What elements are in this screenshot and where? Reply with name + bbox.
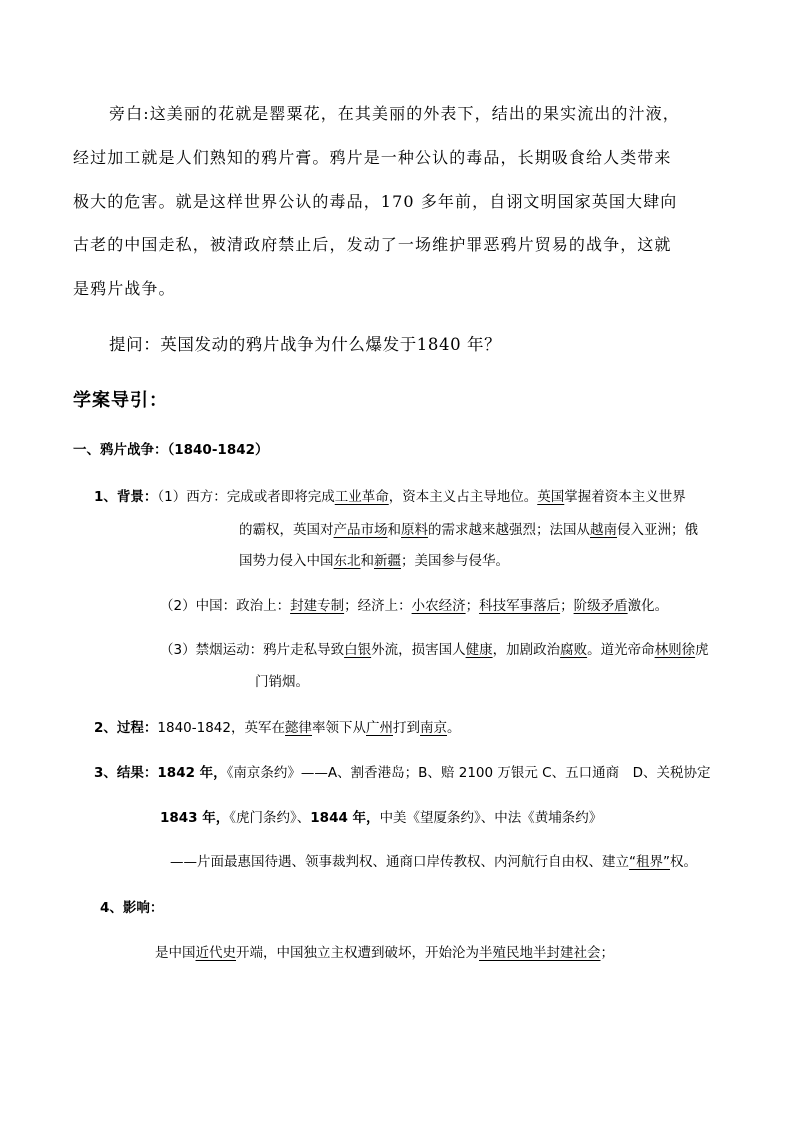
result-year: 1842 年，: [157, 765, 227, 781]
underlined-term: 懿律: [285, 720, 312, 736]
background-text: ，资本主义占主导地位。: [388, 489, 538, 505]
background-line-1: [94, 485, 686, 505]
impact-label-text: 4、影响：: [100, 900, 164, 916]
background-text: （1）西方：完成或者即将完成: [157, 489, 335, 505]
underlined-term: 南京: [420, 720, 447, 736]
china-text: 激化。: [627, 598, 669, 614]
china-text: ；: [465, 598, 480, 614]
background-line-3: [239, 549, 509, 569]
background-text: 国势力侵入中国: [239, 553, 334, 569]
intro-line-2: 经过加工就是人们熟知的鸦片膏。鸦片是一种公认的毒品，长期吸食给人类带来: [73, 148, 672, 167]
result-line-3: [170, 850, 697, 870]
opium-ban-line-2: 门销烟。: [255, 674, 309, 690]
background-text: 和: [360, 553, 374, 569]
impact-text: 开端，中国独立主权遭到破坏，开始沦为: [236, 945, 479, 961]
underlined-term: 原料: [401, 522, 428, 538]
background-line-2: [239, 518, 698, 538]
process-text: 打到: [393, 720, 420, 736]
underlined-term: 产品市场: [333, 522, 388, 538]
intro-line-5: 是鸦片战争。: [73, 279, 176, 298]
china-text: ；经济上：: [344, 598, 412, 614]
result-year: 1843 年，: [160, 810, 230, 826]
section-title: 一、鸦片战争：（1840-1842）: [73, 442, 269, 458]
underlined-term: 半殖民地半封建社会: [479, 945, 601, 961]
underlined-term: 阶级矛盾: [573, 598, 628, 614]
underlined-term: 越南: [590, 522, 617, 538]
underlined-term: 科技军事落后: [479, 598, 561, 614]
question-line: 提问：英国发动的鸦片战争为什么爆发于1840 年？: [109, 335, 502, 354]
underlined-term: 白银: [344, 642, 372, 658]
result-text: ——片面最惠国待遇、领事裁判权、通商口岸传教权、内河航行自由权、建立: [170, 854, 629, 870]
underlined-term: 小农经济: [411, 598, 466, 614]
background-text: 侵入亚洲；俄: [617, 522, 698, 538]
impact-label: [100, 896, 163, 916]
result-label: 3、结果：: [94, 765, 158, 781]
underlined-term: 新疆: [374, 553, 401, 569]
background-text: 的需求越来越强烈；法国从: [428, 522, 590, 538]
impact-text: 是中国: [155, 945, 196, 961]
underlined-term: 英国: [537, 489, 565, 505]
intro-line-3: 极大的危害。就是这样世界公认的毒品，170 多年前，自诩文明国家英国大肆向: [73, 192, 678, 211]
result-text: 中美《望厦条约》、中法《黄埔条约》: [379, 810, 603, 826]
process-text: 。: [447, 720, 461, 736]
process-label: 2、过程：: [94, 720, 158, 736]
opium-ban-text: （3）禁烟运动：鸦片走私导致: [160, 642, 345, 658]
china-text: （2）中国：政治上：: [160, 598, 291, 614]
china-text: ；: [560, 598, 574, 614]
background-text: 和: [387, 522, 401, 538]
opium-ban-line-1: [160, 638, 709, 658]
intro-line-4: 古老的中国走私，被清政府禁止后，发动了一场维护罪恶鸦片贸易的战争，这就: [73, 235, 672, 254]
background-text: ；美国参与侵华。: [401, 553, 509, 569]
process-line: [94, 716, 461, 736]
underlined-term: 健康: [465, 642, 493, 658]
background-label: 1、背景：: [94, 489, 158, 505]
underlined-term: 腐败: [560, 642, 588, 658]
opium-ban-text: 。道光帝命: [587, 642, 655, 658]
china-line: [160, 594, 668, 614]
underlined-term: 广州: [366, 720, 393, 736]
result-year: 1844 年，: [310, 810, 380, 826]
underlined-term: 林则徐: [654, 642, 696, 658]
impact-line: [155, 941, 614, 961]
result-line-1: [94, 761, 711, 781]
result-text: 《虎门条约》、: [229, 810, 311, 826]
process-text: 1840-1842，英军在: [157, 720, 285, 736]
opium-ban-text: ，加剧政治: [492, 642, 561, 658]
underlined-term: “租界”: [629, 854, 670, 870]
result-text: 权。: [670, 854, 697, 870]
background-text: 的霸权，英国对: [239, 522, 334, 538]
process-text: 率领下从: [312, 720, 366, 736]
underlined-term: 近代史: [195, 945, 236, 961]
underlined-term: 工业革命: [334, 489, 389, 505]
result-line-2: [160, 806, 602, 826]
intro-line-1: 旁白:这美丽的花就是罂粟花，在其美丽的外表下，结出的果实流出的汁液，: [109, 104, 680, 123]
opium-ban-text: 外流，损害国人: [371, 642, 466, 658]
background-text: 掌握着资本主义世界: [564, 489, 686, 505]
underlined-term: 封建专制: [290, 598, 345, 614]
impact-text: ；: [600, 945, 614, 961]
result-text: 《南京条约》——A、割香港岛；B、赔 2100 万银元 C、五口通商 D、关税协定: [226, 765, 711, 781]
guide-title: 学案导引：: [73, 390, 168, 411]
opium-ban-text: 虎: [695, 642, 709, 658]
underlined-term: 东北: [333, 553, 361, 569]
